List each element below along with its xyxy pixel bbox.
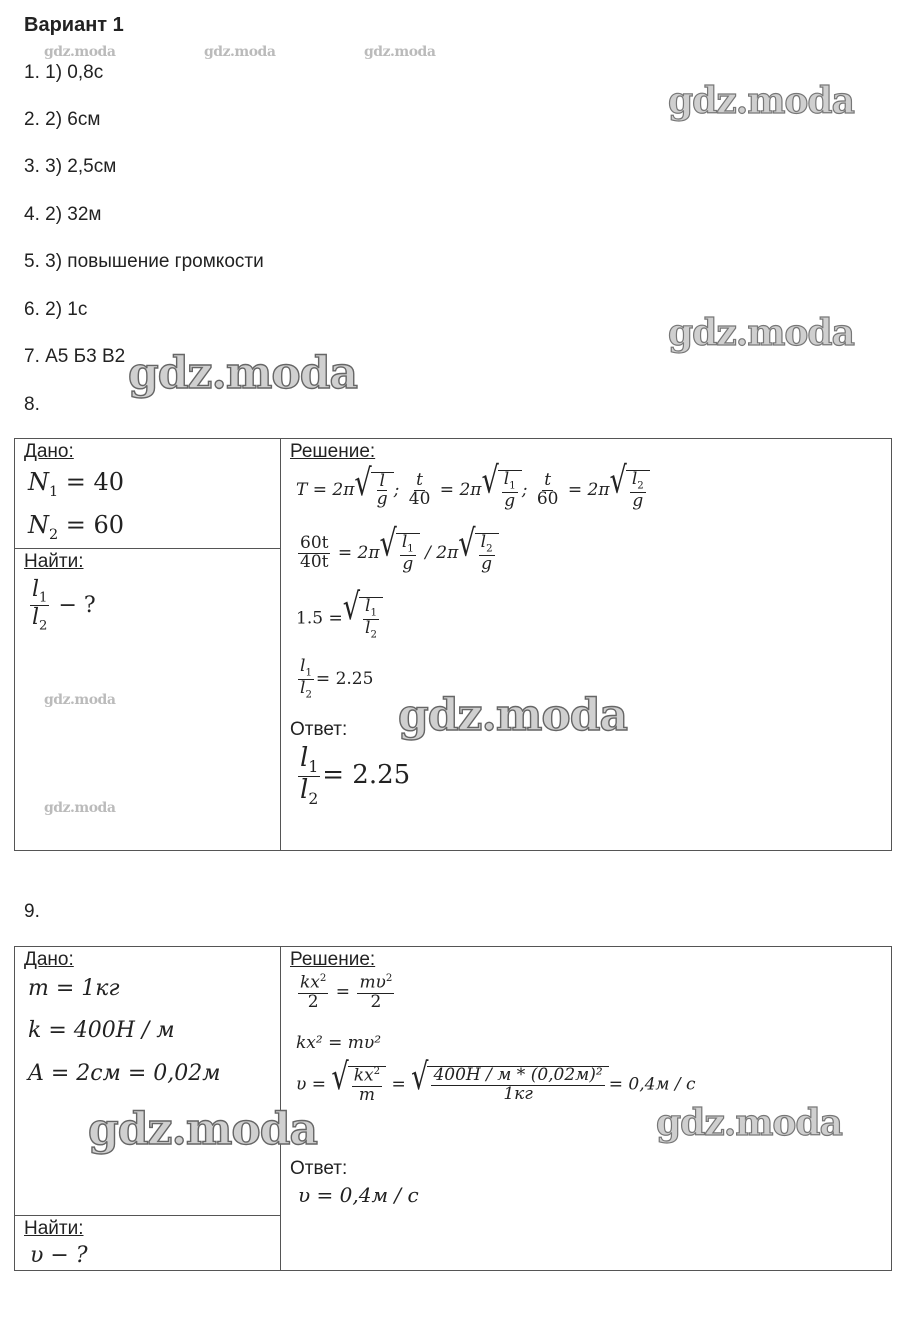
- formula-result: $\frac{l_1}{l_2}$ = 2.25: [300, 656, 374, 701]
- answer-item: 4. 2) 32м: [24, 204, 102, 225]
- answer-item: 6. 2) 1с: [24, 299, 88, 320]
- find-label: Найти:: [24, 1218, 84, 1239]
- answer-item: 5. 3) повышение громкости: [24, 251, 264, 272]
- task-number: 9.: [24, 901, 40, 922]
- answer-item: 1. 1) 0,8с: [24, 62, 104, 83]
- watermark: gdz.moda: [398, 690, 628, 741]
- watermark: gdz.moda: [204, 44, 276, 60]
- given-mass: m = 1кг: [28, 976, 120, 1001]
- find-expression: υ − ?: [30, 1243, 88, 1268]
- given-amplitude: A = 2см = 0,02м: [28, 1061, 221, 1086]
- watermark: gdz.moda: [44, 44, 116, 60]
- answer-item: 7. А5 Б3 В2: [24, 346, 126, 367]
- formula-ratio: $\frac{60t}{40t}$ = 2π √ $\frac{l_1}{g}$ / 2π √ $\frac{l_2}{g}$: [296, 533, 499, 574]
- given-label: Дано:: [24, 441, 74, 462]
- watermark: gdz.moda: [364, 44, 436, 60]
- answer-item: 2. 2) 6см: [24, 109, 101, 130]
- watermark: gdz.moda: [656, 1102, 842, 1144]
- formula-sqrt-ratio: 1.5 = √ $\frac{l_1}{l_2}$: [296, 597, 383, 641]
- watermark: gdz.moda: [128, 348, 358, 399]
- answer-label: Ответ:: [290, 1158, 348, 1179]
- answer-value: υ = 0,4м / с: [298, 1183, 419, 1207]
- task-number: 8.: [24, 394, 40, 415]
- formula-energy-simplified: kx² = mυ²: [296, 1033, 382, 1053]
- watermark: gdz.moda: [44, 692, 116, 708]
- find-expression: $\frac{l_1}{l_2}$ − ?: [32, 577, 96, 634]
- formula-velocity: υ = √ $\frac{kx^2}{m}$ = √ $\frac{\text{400Н / м * (0,02м)²}}{1кг}$ = 0,4м / с: [296, 1056, 696, 1105]
- solution-label: Решение:: [290, 441, 376, 462]
- answer-item: 3. 3) 2,5см: [24, 156, 117, 177]
- formula-period: T = 2π √ $\frac{l}{g}$ ; $\frac{t}{40}$ = 2π √ $\frac{l_1}{g}$ ; $\frac{t}{60}$ = 2π √ $\frac{l_2}{g}$: [296, 470, 650, 511]
- watermark: gdz.moda: [88, 1104, 318, 1155]
- given-n1: $N_1 = 40$: [28, 468, 125, 500]
- answer-value: $\frac{l_1}{l_2}$ = 2.25: [300, 743, 411, 808]
- given-n2: $N_2 = 60$: [28, 511, 125, 543]
- given-label: Дано:: [24, 949, 74, 970]
- find-label: Найти:: [24, 551, 84, 572]
- page-title: Вариант 1: [24, 14, 124, 36]
- answer-label: Ответ:: [290, 719, 348, 740]
- watermark: gdz.moda: [668, 312, 854, 354]
- watermark: gdz.moda: [44, 800, 116, 816]
- formula-energy: $\frac{kx^2}{2}$ = $\frac{m\upsilon^2}{2}$: [300, 972, 393, 1012]
- solution-label: Решение:: [290, 949, 376, 970]
- watermark: gdz.moda: [668, 80, 854, 122]
- given-stiffness: k = 400Н / м: [28, 1018, 175, 1043]
